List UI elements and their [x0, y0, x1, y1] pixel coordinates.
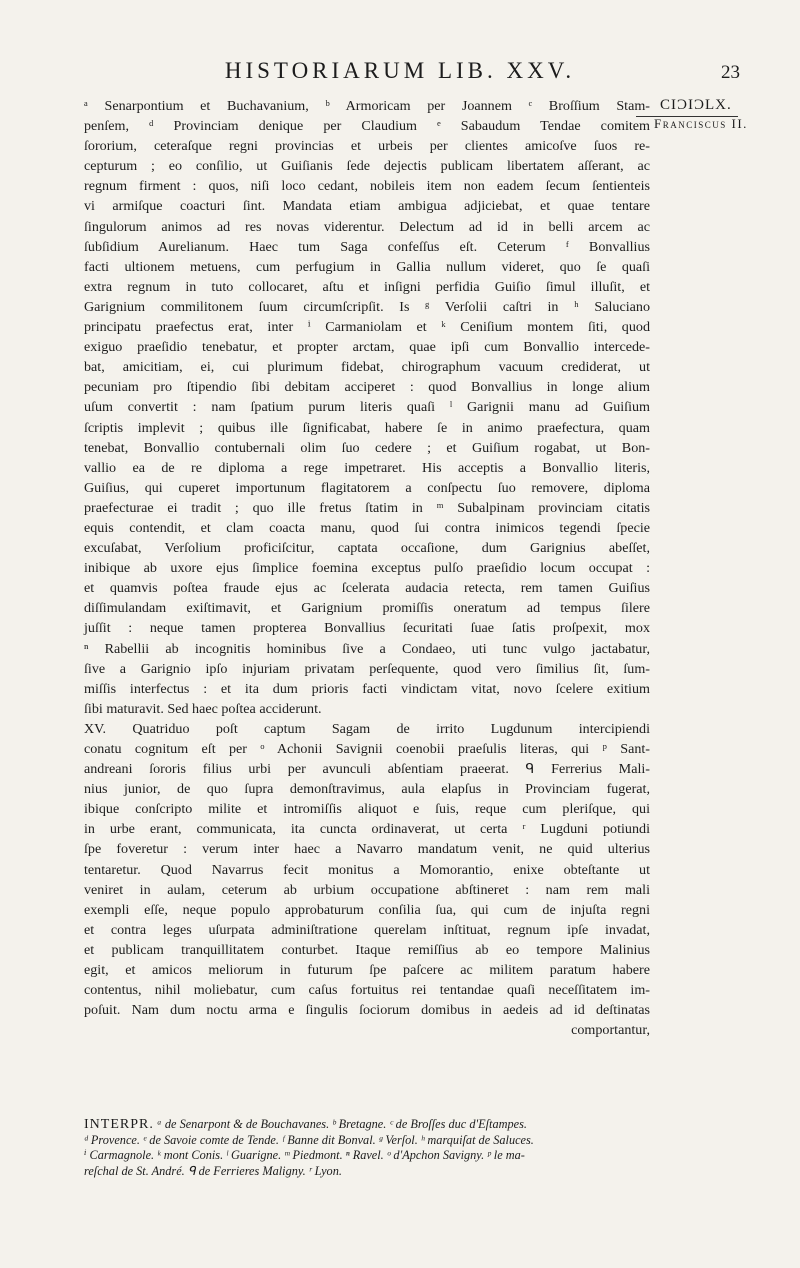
- running-header-title: HISTORIARUM LIB. XXV.: [224, 58, 576, 83]
- interpretation-notes: [84, 1117, 744, 1179]
- text-line: bat, amicitiam, ei, cui plurimum fidebat, chirographum vacuum crediderat, ut: [84, 359, 650, 376]
- text-line: pecuniam pro ſtipendio ſibi debitam acciperet : quod Bonvallius in longe alium: [84, 379, 650, 396]
- text-line: ſive a Garignio ipſo injuriam privatam perſequente, quod vero ſimilius ſit, ſum-: [84, 660, 650, 677]
- note-line: ᵈ Provence. ᵉ de Savoie comte de Tende. ᶠ Banne dit Bonval. ᵍ Verſol. ʰ marquiſat de Saluces.: [84, 1132, 534, 1147]
- text-line: equis contendit, et clam coacta manu, quod ſui contra inimicos tegendi ſpecie: [84, 519, 650, 536]
- text-line: cepturum ; eo conſilio, ut Guiſianis ſede dejectis publicam libertatem aſſerant, ac: [84, 158, 650, 175]
- margin-king-name: Franciscus II.: [654, 116, 748, 131]
- text-line: vi armiſque coacturi ſint. Mandata etiam ambigua adjiciebat, et quae tentare: [84, 198, 650, 215]
- text-line: praefecturae ei tradit ; quo ille fretus ſtatim in ᵐ Subalpinam provinciam citatis: [84, 499, 650, 516]
- text-line: ᵃ Senarpontium et Buchavanium, ᵇ Armoricam per Joannem ᶜ Broſſium Stam-: [84, 98, 650, 114]
- text-line: ibique conſcripto milite et intromiſſis aliquot e ſuis, reque cum pleriſque, qui: [84, 801, 650, 818]
- text-line: conatu cognitum eſt per ᵒ Achonii Savignii coenobii praeſulis literas, qui ᵖ Sant-: [84, 741, 650, 757]
- notes-label: INTERPR.: [84, 1117, 154, 1132]
- text-line: tenebat, Bonvallio contubernali olim ſuo cedere ; et Guiſium rogabat, ut Bon-: [84, 439, 650, 456]
- text-line: contentus, nihil moliebatur, cum caſus fortuitus rei tentandae quaſi neceſſitatem im-: [84, 982, 650, 999]
- text-line: vallio ea de re diploma a rege impetraret. His acceptis a Bonvallio literis,: [84, 459, 650, 476]
- body-text: [84, 96, 650, 1040]
- text-line: juſſit : neque tamen propterea Bonvallius ſecuritati ſuae ſatis proſpexit, mox: [84, 620, 650, 637]
- text-line: penſem, ᵈ Provinciam denique per Claudium ᵉ Sabaudum Tendae comitem: [84, 118, 650, 135]
- text-line: excuſabat, Verſolium proficiſcitur, captata occaſione, dum Garignius abeſſet,: [84, 540, 650, 557]
- text-line: principatu praefectus erat, inter ⁱ Carmaniolam et ᵏ Ceniſium montem ſiti, quod: [84, 319, 650, 336]
- text-line: ⁿ Rabellii ab incognitis hominibus ſive a Condaeo, uti tunc vulgo jactabatur,: [84, 640, 650, 657]
- text-line: diſſimulandam exiſtimavit, et Garignium promiſſis oneratum ad tempus ſilere: [84, 600, 650, 617]
- text-line: inibique ab uxore ejus ſimplice foemina exceptus pulſo praeſidio locum occupat :: [84, 560, 650, 577]
- text-line: egit, et amicos meliorum in futurum ſpe paſcere ac militem paratum habere: [84, 962, 650, 979]
- note-line: [84, 1117, 744, 1133]
- text-line: ſororium, ceteraſque regni provincias et urbeis per clientes amicoſve ſuos re-: [84, 138, 650, 155]
- note-line: ⁱ Carmagnole. ᵏ mont Conis. ˡ Guarigne. ᵐ Piedmont. ⁿ Ravel. ᵒ d'Apchon Savigny. ᵖ le ma-: [84, 1148, 525, 1162]
- text-line: extra regnum in tuto collocaret, aſtu et inſigni perfidia Guiſio ſimul illuſit, et: [84, 278, 650, 295]
- text-line: et contra leges uſurpata adminiſtratione querelam inſtituat, regnum ipſe invadat,: [84, 921, 650, 938]
- text-line: regnum firment : quos, niſi loco cedant, nobileis item non eadem ſecum ſentienteis: [84, 178, 650, 195]
- note-line: reſchal de St. André. ᑫ de Ferrieres Maligny. ʳ Lyon.: [84, 1163, 342, 1178]
- text-line: ſcriptis implevit ; quibus ille ſignificabat, habere ſe in animo praefectura, quam: [84, 419, 650, 436]
- text-line: XV. Quatriduo poſt captum Sagam de irrito Lugdunum intercipiendi: [84, 720, 650, 737]
- text-line: et publicam tranquillitatem conturbet. Itaque remiſſius ab eo tempore Malinius: [84, 941, 650, 958]
- text-line: miſſis interfectus : et ita dum prioris facti vindictam vitat, novo ſcelere exitium: [84, 680, 650, 697]
- text-line: ſibi maturavit. Sed haec poſtea acciderunt.: [84, 700, 322, 717]
- text-line: exiguo praeſidio tenebatur, et propter arctam, quae ipſi cum Bonvallio intercede-: [84, 339, 650, 356]
- text-line: poſuit. Nam dum noctu arma e ſingulis ſociorum domibus in aedeis ad id deſtinatas: [84, 1002, 650, 1019]
- text-line: facti ultionem metuens, cum perfugium in Gallia nullum videret, quo ſe quaſi: [84, 258, 650, 275]
- text-line: nius junior, de quo ſupra demonſtravimus, aula elapſus in Provinciam fugerat,: [84, 781, 650, 798]
- text-line: ſpe foveretur : verum inter haec a Navarro mandatum venit, ne quid ulterius: [84, 841, 650, 858]
- text-line: uſum convertit : nam ſpatium purum literis quaſi ˡ Garignii manu ad Guiſium: [84, 399, 650, 416]
- text-line: andreani ſororis filius urbi per avunculi abſentiam praeerat. ᑫ Ferrerius Mali-: [84, 761, 650, 778]
- text-line: tentaretur. Quod Navarrus fecit monitus a Momorantio, enixe obteſtante ut: [84, 861, 650, 878]
- page-number: 23: [721, 62, 740, 83]
- note-text: ᵃ de Senarpont & de Bouchavanes. ᵇ Bretagne. ᶜ de Broſſes duc d'Eſtampes.: [156, 1117, 527, 1131]
- text-line: ſingulorum animos ad res novas viderentur. Delectum ad id in belli arcem ac: [84, 218, 650, 235]
- text-line: comportantur,: [571, 1022, 650, 1039]
- text-line: in urbe erant, communicata, ita cuncta ordinaverat, ut certa ʳ Lugduni potiundi: [84, 821, 650, 838]
- margin-year: CIƆIƆLX.: [660, 97, 732, 113]
- text-line: Guiſius, qui cuperet importunum flagitatorem a conſpectu ſuo removere, diploma: [84, 479, 650, 496]
- text-line: exempli eſſe, neque populo approbaturum conſilia ſua, qui cum de injuſta regni: [84, 901, 650, 918]
- text-line: veniret in aulam, ceterum ab urbium occupatione abſtineret : nam rem mali: [84, 881, 650, 898]
- text-line: et quamvis poſtea fraude ejus ac ſcelerata audacia retecta, rem tamen Guiſius: [84, 580, 650, 597]
- text-line: Garignium commilitonem ſuum circumſcripſit. Is ᵍ Verſolii caſtri in ʰ Saluciano: [84, 298, 650, 315]
- text-line: ſubſidium Aurelianum. Haec tum Saga confeſſus eſt. Ceterum ᶠ Bonvallius: [84, 238, 650, 255]
